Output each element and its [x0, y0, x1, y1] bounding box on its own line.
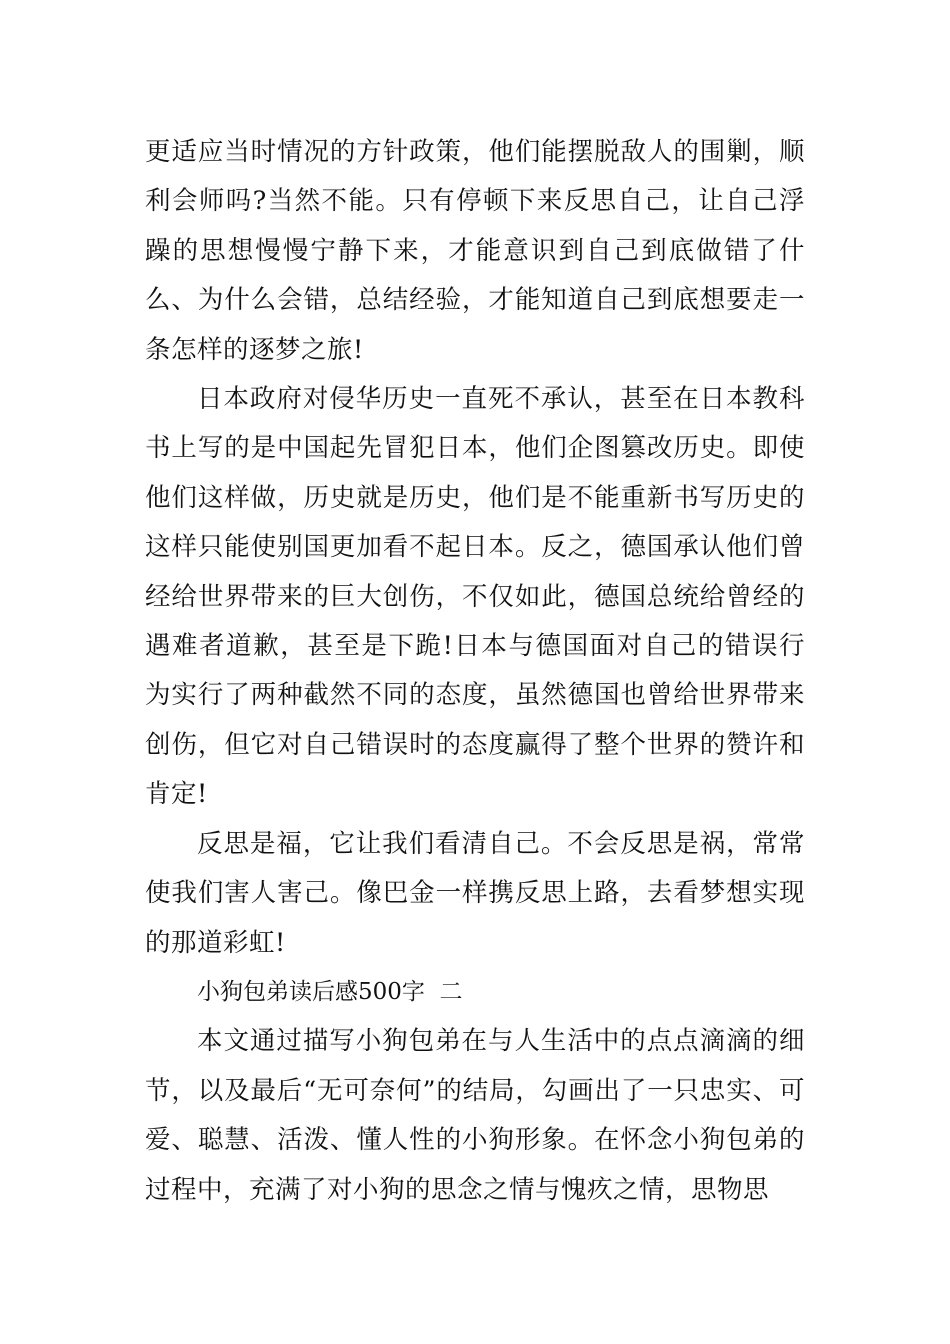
section-heading: 小狗包弟读后感500字 二: [197, 978, 463, 1005]
paragraph-4: 本文通过描写小狗包弟在与人生活中的点点滴滴的细节，以及最后“无可奈何”的结局，勾画出了一只忠实、可爱、聪慧、活泼、懂人性的小狗形象。在怀念小狗包弟的过程中，充满了对小狗的思念之情与愧疚之情，思物思: [145, 1026, 805, 1205]
paragraph-2: 日本政府对侵华历史一直死不承认，甚至在日本教科书上写的是中国起先冒犯日本，他们企图篡改历史。即使他们这样做，历史就是历史，他们是不能重新书写历史的这样只能使别国更加看不起日本。反之，德国承认他们曾经给世界带来的巨大创伤，不仅如此，德国总统给曾经的遇难者道歉，甚至是下跪!日本与德国面对自己的错误行为实行了两种截然不同的态度，虽然德国也曾给世界带来创伤，但它对自己错误时的态度赢得了整个世界的赞许和肯定!: [145, 384, 805, 810]
paragraph-3: 反思是福，它让我们看清自己。不会反思是祸，常常使我们害人害己。像巴金一样携反思上路，去看梦想实现的那道彩虹!: [145, 828, 805, 958]
paragraph-1: 更适应当时情况的方针政策，他们能摆脱敌人的围剿，顺利会师吗?当然不能。只有停顿下来反思自己，让自己浮躁的思想慢慢宁静下来，才能意识到自己到底做错了什么、为什么会错，总结经验，才能知道自己到底想要走一条怎样的逐梦之旅!: [145, 137, 805, 365]
